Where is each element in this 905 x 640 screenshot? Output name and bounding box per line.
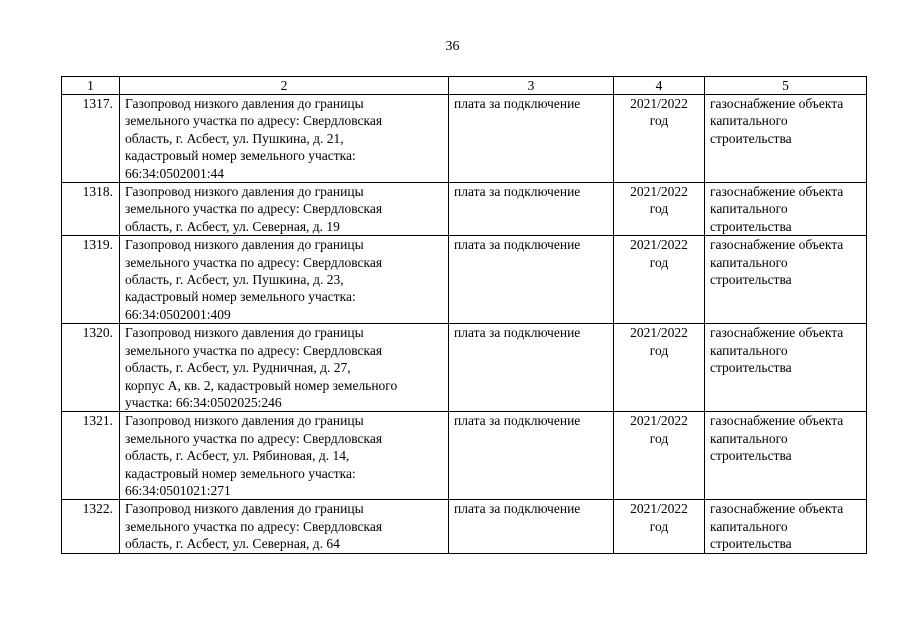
- document-table: [61, 76, 867, 554]
- header-col-1: 1: [62, 77, 120, 95]
- row-number: 1320.: [62, 324, 120, 412]
- funding-source: плата за подключение: [449, 95, 614, 183]
- object-description-line: кадастровый номер земельного участка:: [125, 289, 356, 305]
- object-description-line: область, г. Асбест, ул. Северная, д. 64: [125, 536, 340, 552]
- object-description-line: область, г. Асбест, ул. Рудничная, д. 27,: [125, 360, 351, 376]
- purpose-line: газоснабжение объекта: [710, 325, 844, 341]
- purpose-line: газоснабжение объекта: [710, 237, 844, 253]
- row-number: 1322.: [62, 500, 120, 553]
- row-number: 1317.: [62, 95, 120, 183]
- table-header: [62, 77, 867, 95]
- object-description-line: Газопровод низкого давления до границы: [125, 237, 364, 253]
- implementation-period-line: 2021/2022: [630, 325, 688, 341]
- object-description-line: Газопровод низкого давления до границы: [125, 413, 364, 429]
- object-description-line: земельного участка по адресу: Свердловская: [125, 201, 383, 217]
- purpose: [705, 95, 867, 183]
- purpose-line: строительства: [710, 218, 792, 234]
- implementation-period-line: 2021/2022: [630, 237, 688, 253]
- table-row: [62, 183, 867, 236]
- object-description-line: 66:34:0501021:271: [125, 482, 231, 498]
- implementation-period-line: год: [649, 254, 669, 270]
- purpose-line: газоснабжение объекта: [710, 413, 844, 429]
- implementation-period: [614, 412, 705, 500]
- implementation-period: [614, 95, 705, 183]
- implementation-period-line: 2021/2022: [630, 96, 688, 111]
- object-description-line: область, г. Асбест, ул. Пушкина, д. 21,: [125, 130, 344, 146]
- table-row: [62, 324, 867, 412]
- row-number: 1318.: [62, 183, 120, 236]
- purpose-line: строительства: [710, 360, 792, 376]
- purpose: [705, 183, 867, 236]
- implementation-period-line: год: [649, 201, 669, 217]
- purpose-line: строительства: [710, 272, 792, 288]
- table-row: [62, 412, 867, 500]
- funding-source: плата за подключение: [449, 500, 614, 553]
- object-description: [120, 324, 449, 412]
- table-row: [62, 95, 867, 183]
- funding-source: плата за подключение: [449, 236, 614, 324]
- header-row: [62, 77, 867, 95]
- purpose-line: строительства: [710, 536, 792, 552]
- object-description-line: область, г. Асбест, ул. Пушкина, д. 23,: [125, 272, 344, 288]
- implementation-period: [614, 236, 705, 324]
- row-number: 1319.: [62, 236, 120, 324]
- object-description-line: Газопровод низкого давления до границы: [125, 501, 364, 517]
- implementation-period-line: год: [649, 113, 669, 129]
- implementation-period-line: год: [649, 430, 669, 446]
- object-description-line: область, г. Асбест, ул. Рябиновая, д. 14,: [125, 448, 350, 464]
- object-description-line: земельного участка по адресу: Свердловская: [125, 430, 383, 446]
- object-description: [120, 183, 449, 236]
- object-description-line: Газопровод низкого давления до границы: [125, 96, 364, 111]
- object-description-line: область, г. Асбест, ул. Северная, д. 19: [125, 218, 340, 234]
- table-row: [62, 500, 867, 553]
- purpose-line: капитального: [710, 201, 788, 217]
- table-body: [62, 95, 867, 554]
- purpose-line: газоснабжение объекта: [710, 184, 844, 200]
- object-description: [120, 412, 449, 500]
- implementation-period: [614, 183, 705, 236]
- purpose-line: капитального: [710, 113, 788, 129]
- implementation-period: [614, 324, 705, 412]
- purpose-line: газоснабжение объекта: [710, 501, 844, 517]
- object-description-line: земельного участка по адресу: Свердловская: [125, 518, 383, 534]
- page-number: 36: [445, 39, 460, 54]
- purpose-line: капитального: [710, 518, 788, 534]
- object-description-line: участка: 66:34:0502025:246: [125, 394, 282, 410]
- purpose-line: строительства: [710, 448, 792, 464]
- object-description: [120, 500, 449, 553]
- funding-source: плата за подключение: [449, 412, 614, 500]
- funding-source: плата за подключение: [449, 183, 614, 236]
- object-description: [120, 95, 449, 183]
- header-col-3: 3: [449, 77, 614, 95]
- header-col-5: 5: [705, 77, 867, 95]
- object-description-line: кадастровый номер земельного участка:: [125, 148, 356, 164]
- header-col-4: 4: [614, 77, 705, 95]
- purpose-line: капитального: [710, 254, 788, 270]
- row-number: 1321.: [62, 412, 120, 500]
- object-description-line: кадастровый номер земельного участка:: [125, 465, 356, 481]
- implementation-period-line: 2021/2022: [630, 413, 688, 429]
- purpose-line: капитального: [710, 430, 788, 446]
- object-description-line: земельного участка по адресу: Свердловская: [125, 113, 383, 129]
- object-description-line: Газопровод низкого давления до границы: [125, 325, 364, 341]
- header-col-2: 2: [120, 77, 449, 95]
- object-description-line: 66:34:0502001:44: [125, 165, 225, 181]
- purpose-line: капитального: [710, 342, 788, 358]
- table-row: [62, 236, 867, 324]
- implementation-period-line: 2021/2022: [630, 501, 688, 517]
- purpose-line: строительства: [710, 130, 792, 146]
- object-description-line: земельного участка по адресу: Свердловская: [125, 254, 383, 270]
- implementation-period-line: год: [649, 518, 669, 534]
- purpose: [705, 236, 867, 324]
- purpose-line: газоснабжение объекта: [710, 96, 844, 111]
- purpose: [705, 500, 867, 553]
- object-description-line: корпус А, кв. 2, кадастровый номер земельного: [125, 377, 398, 393]
- implementation-period-line: 2021/2022: [630, 184, 688, 200]
- object-description: [120, 236, 449, 324]
- implementation-period: [614, 500, 705, 553]
- funding-source: плата за подключение: [449, 324, 614, 412]
- implementation-period-line: год: [649, 342, 669, 358]
- purpose: [705, 412, 867, 500]
- object-description-line: 66:34:0502001:409: [125, 306, 231, 322]
- object-description-line: Газопровод низкого давления до границы: [125, 184, 364, 200]
- purpose: [705, 324, 867, 412]
- object-description-line: земельного участка по адресу: Свердловская: [125, 342, 383, 358]
